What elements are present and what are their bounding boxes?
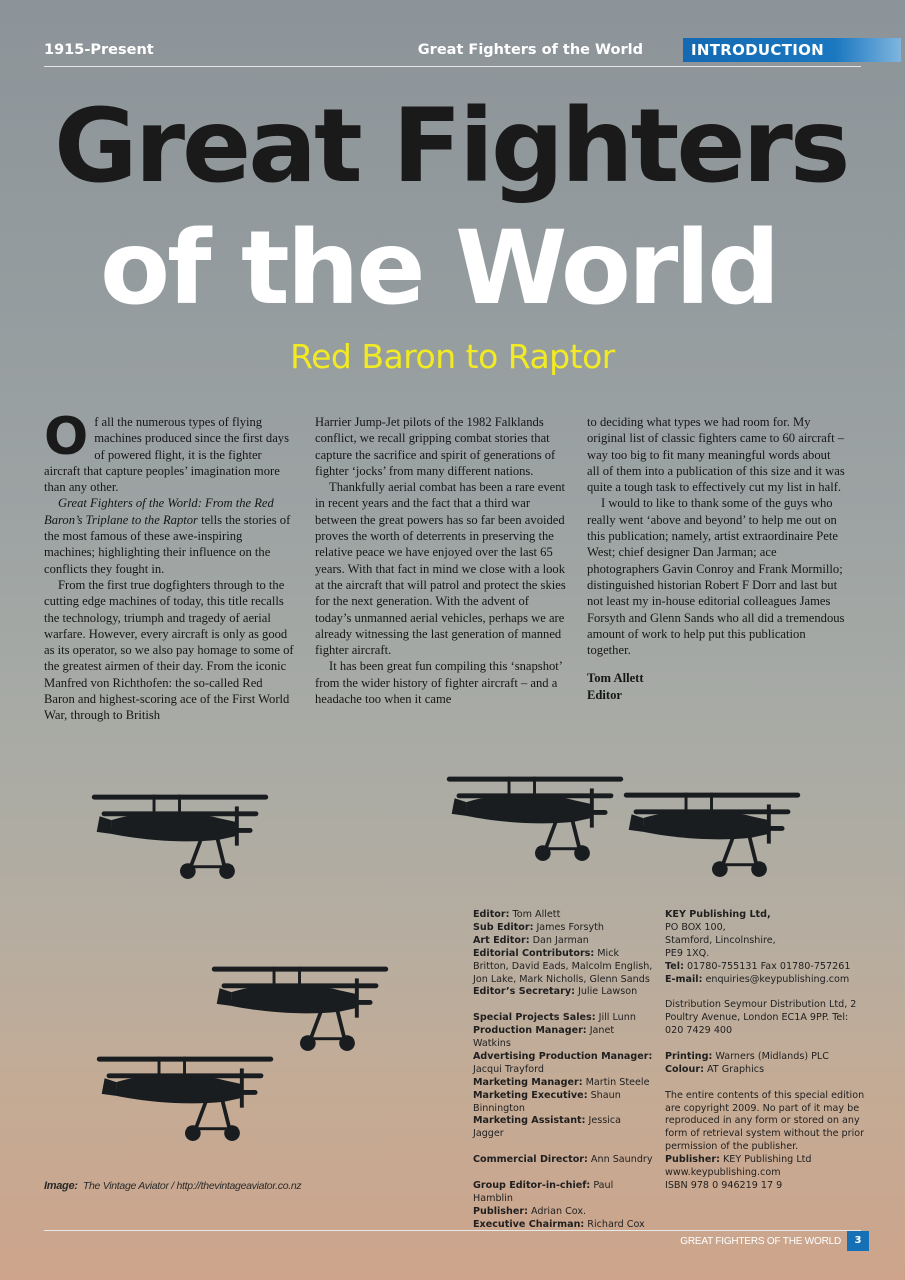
credit-label: Art Editor: xyxy=(473,934,530,946)
running-header xyxy=(44,38,861,64)
paragraph: Harrier Jump-Jet pilots of the 1982 Falklands conflict, we recall gripping combat stories that capture the sacrifice and spirit of generations of fighter ‘jocks’ from many different nations. xyxy=(315,415,556,478)
paragraph: From the first true dogfighters through to the cutting edge machines of today, this title recalls the technology, triumph and tragedy of aerial warfare. However, every aircraft is only as good as its operator, so we also pay homage to some of the greatest airmen of their day. From the iconic Manfred von Richthofen: the so-called Red Baron and highest-scoring ace of the First World War, through to British xyxy=(44,577,294,723)
author-name: Tom Allett xyxy=(587,671,644,686)
paragraph: f all the numerous types of flying machines produced since the first days of powered flight, it is the fighter aircraft that capture peoples’ imagination more than any other. xyxy=(44,415,290,495)
credit-label: Editorial Contributors: xyxy=(473,947,595,959)
header-date-range: 1915-Present xyxy=(44,42,154,58)
credit-label: Printing: xyxy=(665,1050,713,1062)
credit-line xyxy=(665,986,865,999)
paragraph: It has been great fun compiling this ‘snapshot’ from the wider history of fighter aircraft – and a headache too when it came xyxy=(315,659,563,707)
paragraph: Thankfully aerial combat has been a rare event in recent years and the fact that a third war between the great powers has so far been avoided proves the worth of deterrents in preserving the relative peace we have enjoyed over the last 65 years. With that fact in mind we close with a look at the aircraft that will patrol and protect the skies for the next generation. With the advent of today’s unmanned aerial vehicles, perhaps we are already witnessing the last generation of manned fighter aircraft. xyxy=(315,480,566,658)
paragraph: to deciding what types we had room for. My original list of classic fighters came to 60 aircraft – way too big to fit many meaningful words about all of them into a publication of this size and it was quite a tough task to effectively cut my list in half. xyxy=(587,415,845,495)
credit-line xyxy=(665,961,865,974)
credit-label: Sub Editor: xyxy=(473,921,534,933)
credit-line xyxy=(665,948,865,961)
credit-value: 01780-755131 Fax 01780-757261 xyxy=(683,960,851,972)
page-number: 3 xyxy=(847,1231,869,1251)
credit-line xyxy=(473,1154,653,1167)
credit-line xyxy=(665,999,865,1038)
footer-publication-title: GREAT FIGHTERS OF THE WORLD xyxy=(680,1236,841,1247)
headline-line-1: Great Fighters xyxy=(54,87,848,206)
credit-value: Distribution Seymour Distribution Ltd, 2 Poultry Avenue, London EC1A 9PP. Tel: 020 7429 400 xyxy=(665,999,857,1037)
credit-line xyxy=(665,922,865,935)
credit-value: PO BOX 100, xyxy=(665,921,726,933)
credit-value: Richard Cox xyxy=(584,1218,645,1230)
credit-line xyxy=(665,1064,865,1077)
credit-line xyxy=(665,1038,865,1051)
credit-value: AT Graphics xyxy=(703,1063,765,1075)
credit-value: KEY Publishing Ltd xyxy=(719,1154,812,1166)
image-credit-label: Image: xyxy=(44,1180,78,1192)
credit-value: Shaun Binnington xyxy=(473,1089,621,1114)
credit-value: Stamford, Lincolnshire, xyxy=(665,934,776,946)
credit-line xyxy=(473,986,653,999)
credit-label: Editor’s Secretary: xyxy=(473,986,575,998)
credit-label: Production Manager: xyxy=(473,1025,587,1037)
header-rule xyxy=(44,66,861,67)
paragraph: Great Fighters of the World: From the Red Baron’s Triplane to the Raptor tells the stories of the most famous of these awe-inspiring machines; highlighting their influence on the conflicts they fought in. xyxy=(44,496,291,576)
credit-value: enquiries@keypublishing.com xyxy=(702,973,850,985)
credit-value: Janet Watkins xyxy=(473,1025,615,1050)
credit-value: Jessica Jagger xyxy=(473,1115,622,1140)
credit-line xyxy=(473,1025,653,1051)
credit-line xyxy=(665,1167,865,1180)
credit-value: www.keypublishing.com xyxy=(665,1167,781,1179)
credit-value: Mick Britton, David Eads, Malcolm English, Jon Lake, Mark Nicholls, Glenn Sands xyxy=(473,947,653,985)
credit-line xyxy=(665,1051,865,1064)
credit-line xyxy=(473,948,653,987)
author-role: Editor xyxy=(587,688,622,703)
credit-line xyxy=(473,909,653,922)
paragraph: I would to like to thank some of the guys who really went ‘above and beyond’ to help me out on this publication; namely, artist extraordinaire Pete West; chief designer Dan Jarman; ace photographers Gavin Conroy and Frank Mormillo; distinguished historian Robert F Dorr and last but not least my in-house editorial colleagues James Forsyth and Glenn Sands who all did a tremendous amount of work to help put this publication together. xyxy=(587,496,845,658)
article-column-1 xyxy=(44,407,296,724)
drop-cap: O xyxy=(44,407,89,467)
credit-value: Martin Steele xyxy=(582,1076,650,1088)
credit-value: Dan Jarman xyxy=(529,934,589,946)
credit-line xyxy=(473,1077,653,1090)
credit-value: James Forsyth xyxy=(533,921,604,933)
headline-subtitle: Red Baron to Raptor xyxy=(290,337,615,376)
article-column-3 xyxy=(587,414,845,704)
credit-line xyxy=(665,935,865,948)
headline-line-2: of the World xyxy=(100,209,778,328)
credit-value: Jacqui Trayford xyxy=(473,1063,544,1075)
credit-line xyxy=(473,922,653,935)
credit-label: Marketing Executive: xyxy=(473,1089,588,1101)
credit-line xyxy=(473,935,653,948)
credit-label: Group Editor-in-chief: xyxy=(473,1179,591,1191)
credit-value: Ann Saundry xyxy=(587,1154,653,1166)
header-publication-title: Great Fighters of the World xyxy=(417,42,643,58)
credit-line xyxy=(665,1154,865,1167)
credit-line xyxy=(473,1167,653,1180)
credit-label: Marketing Assistant: xyxy=(473,1115,586,1127)
credit-label: Special Projects Sales: xyxy=(473,1012,596,1024)
credit-label: Tel: xyxy=(665,960,684,972)
credit-label: Editor: xyxy=(473,909,510,920)
credit-label: Publisher: xyxy=(473,1205,528,1217)
credit-value: Tom Allett xyxy=(509,909,561,920)
staff-credits xyxy=(473,909,653,1232)
credit-line xyxy=(665,1090,865,1155)
credit-value: PE9 1XQ. xyxy=(665,947,710,959)
publisher-info xyxy=(665,909,865,1193)
credit-label: Advertising Production Manager: xyxy=(473,1050,653,1062)
credit-line xyxy=(473,1012,653,1025)
section-tab: INTRODUCTION xyxy=(683,38,901,62)
credit-label: KEY Publishing Ltd, xyxy=(665,909,771,920)
credit-line xyxy=(473,1051,653,1077)
image-credit xyxy=(44,1180,301,1192)
credit-label: Colour: xyxy=(665,1063,704,1075)
credit-line xyxy=(665,1180,865,1193)
signature-block xyxy=(587,670,845,704)
credit-line xyxy=(473,999,653,1012)
credit-label: Executive Chairman: xyxy=(473,1218,585,1230)
image-credit-source: The Vintage Aviator / http://thevintageaviator.co.nz xyxy=(82,1180,302,1192)
credit-line xyxy=(665,909,865,922)
article-column-2 xyxy=(315,414,567,707)
book-title: Great Fighters of the World: From the Red Baron’s Triplane to the Raptor xyxy=(44,496,274,527)
credit-label: Commercial Director: xyxy=(473,1154,588,1166)
credit-value: Paul Hamblin xyxy=(473,1179,614,1204)
credit-line xyxy=(473,1206,653,1219)
credit-label: E-mail: xyxy=(665,973,703,985)
footer-rule xyxy=(44,1230,861,1231)
credit-line xyxy=(473,1180,653,1206)
credit-line xyxy=(473,1115,653,1141)
credit-line xyxy=(665,974,865,987)
credit-label: Marketing Manager: xyxy=(473,1076,583,1088)
credit-value: ISBN 978 0 946219 17 9 xyxy=(665,1179,783,1191)
credit-line xyxy=(665,1077,865,1090)
credit-value: Julie Lawson xyxy=(574,986,638,998)
credit-value: Jill Lunn xyxy=(595,1012,636,1024)
credit-line xyxy=(473,1090,653,1116)
credit-label: Publisher: xyxy=(665,1154,720,1166)
credit-value: The entire contents of this special edition are copyright 2009. No part of it may be reproduced in any form or stored on any form of retrieval system without the prior permission of the publisher. xyxy=(665,1089,865,1153)
credit-value: Adrian Cox. xyxy=(527,1205,587,1217)
credit-value: Warners (Midlands) PLC xyxy=(712,1050,829,1062)
credit-line xyxy=(473,1141,653,1154)
